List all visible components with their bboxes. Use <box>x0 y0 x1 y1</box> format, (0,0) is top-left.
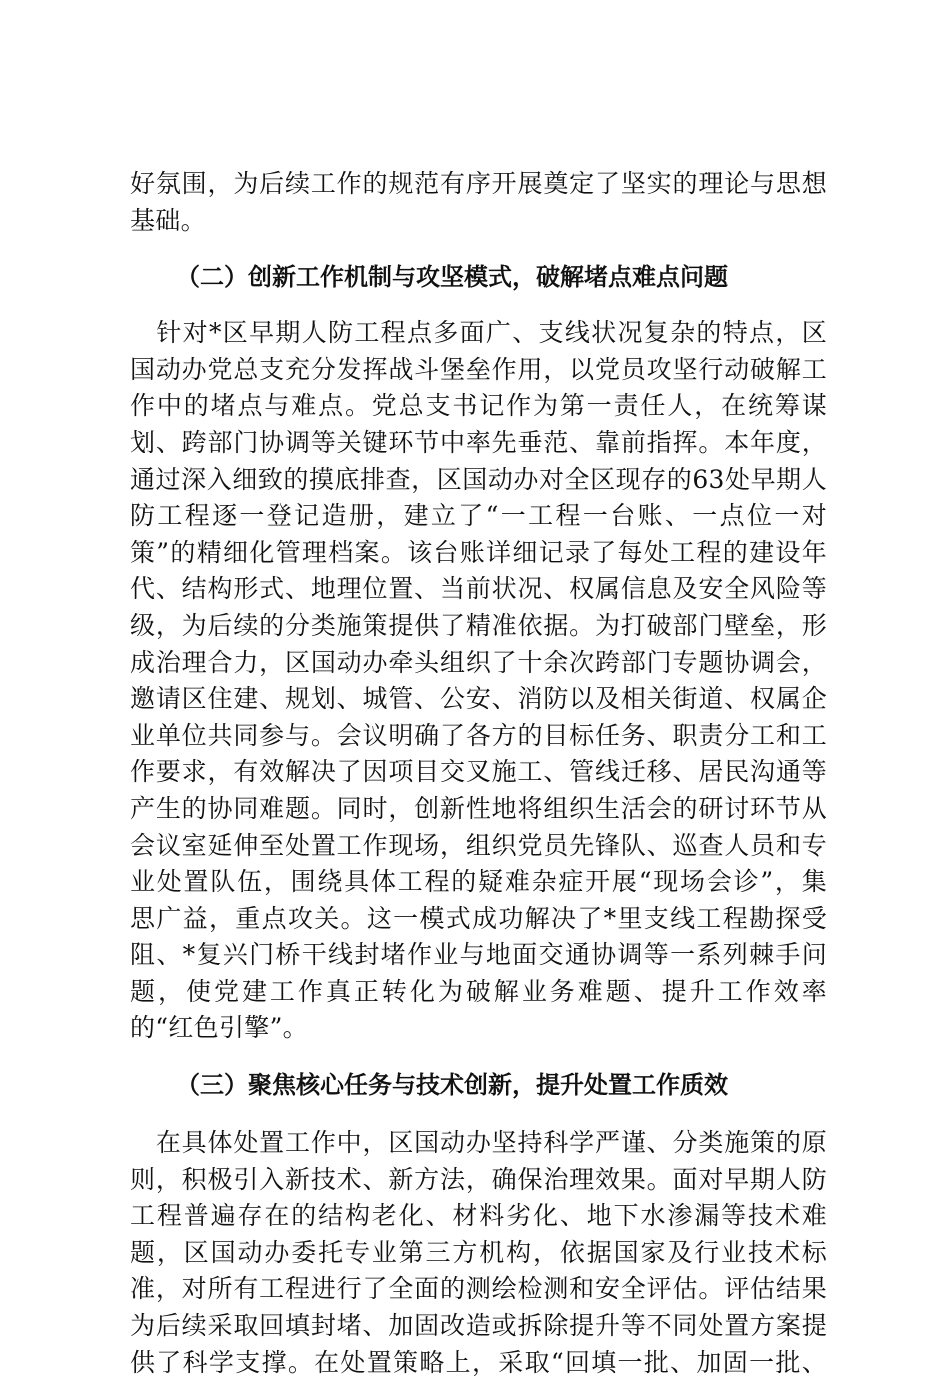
text-line: 代、结构形式、地理位置、当前状况、权属信息及安全风险等 <box>130 574 827 604</box>
text-line: 业处置队伍，围绕具体工程的疑难杂症开展“现场会诊”，集 <box>130 867 827 897</box>
text-line: 会议室延伸至处置工作现场，组织党员先锋队、巡查人员和专 <box>130 830 827 860</box>
text-line: 防工程逐一登记造册，建立了“一工程一台账、一点位一对 <box>130 501 827 531</box>
text-line: 级，为后续的分类施策提供了精准依据。为打破部门壁垒，形 <box>130 610 827 640</box>
text-line: 国动办党总支充分发挥战斗堡垒作用，以党员攻坚行动破解工 <box>130 354 827 384</box>
text-line: 成治理合力，区国动办牵头组织了十余次跨部门专题协调会， <box>130 647 827 677</box>
text-line: 准，对所有工程进行了全面的测绘检测和安全评估。评估结果 <box>130 1274 827 1304</box>
text-line: 基础。 <box>130 205 206 235</box>
text-line: 业单位共同参与。会议明确了各方的目标任务、职责分工和工 <box>130 720 827 750</box>
section-heading-2: （二）创新工作机制与攻坚模式，破解堵点难点问题 <box>176 263 728 292</box>
paragraph-section-2 <box>130 315 827 1047</box>
text-line: 题，使党建工作真正转化为破解业务难题、提升工作效率 <box>130 976 827 1006</box>
text-line: 作要求，有效解决了因项目交叉施工、管线迁移、居民沟通等 <box>130 757 827 787</box>
text-line: 产生的协同难题。同时，创新性地将组织生活会的研讨环节从 <box>130 793 827 823</box>
paragraph-section-3 <box>130 1125 827 1381</box>
text-line: 题，区国动办委托专业第三方机构，依据国家及行业技术标 <box>130 1237 827 1267</box>
text-line: 针对*区早期人防工程点多面广、支线状况复杂的特点，区 <box>130 318 827 348</box>
paragraph-continued <box>130 166 827 239</box>
text-line: 供了科学支撑。在处置策略上，采取“回填一批、加固一批、 <box>130 1347 827 1377</box>
section-heading-3: （三）聚焦核心任务与技术创新，提升处置工作质效 <box>176 1071 728 1100</box>
text-line: 好氛围，为后续工作的规范有序开展奠定了坚实的理论与思想 <box>130 169 827 198</box>
text-line: 邀请区住建、规划、城管、公安、消防以及相关街道、权属企 <box>130 684 827 714</box>
text-line: 工程普遍存在的结构老化、材料劣化、地下水渗漏等技术难 <box>130 1201 827 1231</box>
text-line: 为后续采取回填封堵、加固改造或拆除提升等不同处置方案提 <box>130 1311 827 1341</box>
text-line: 划、跨部门协调等关键环节中率先垂范、靠前指挥。本年度， <box>130 427 827 457</box>
text-line: 阻、*复兴门桥干线封堵作业与地面交通协调等一系列棘手问 <box>130 940 827 970</box>
text-line: 的“红色引擎”。 <box>130 1013 308 1043</box>
text-line: 通过深入细致的摸底排查，区国动办对全区现存的63处早期人 <box>130 464 827 494</box>
text-line: 策”的精细化管理档案。该台账详细记录了每处工程的建设年 <box>130 537 827 567</box>
text-line: 在具体处置工作中，区国动办坚持科学严谨、分类施策的原 <box>130 1128 827 1158</box>
document-page <box>130 166 827 1381</box>
text-line: 作中的堵点与难点。党总支书记作为第一责任人，在统筹谋 <box>130 391 827 421</box>
text-line: 思广益，重点攻关。这一模式成功解决了*里支线工程勘探受 <box>130 903 827 933</box>
text-line: 则，积极引入新技术、新方法，确保治理效果。面对早期人防 <box>130 1164 827 1194</box>
